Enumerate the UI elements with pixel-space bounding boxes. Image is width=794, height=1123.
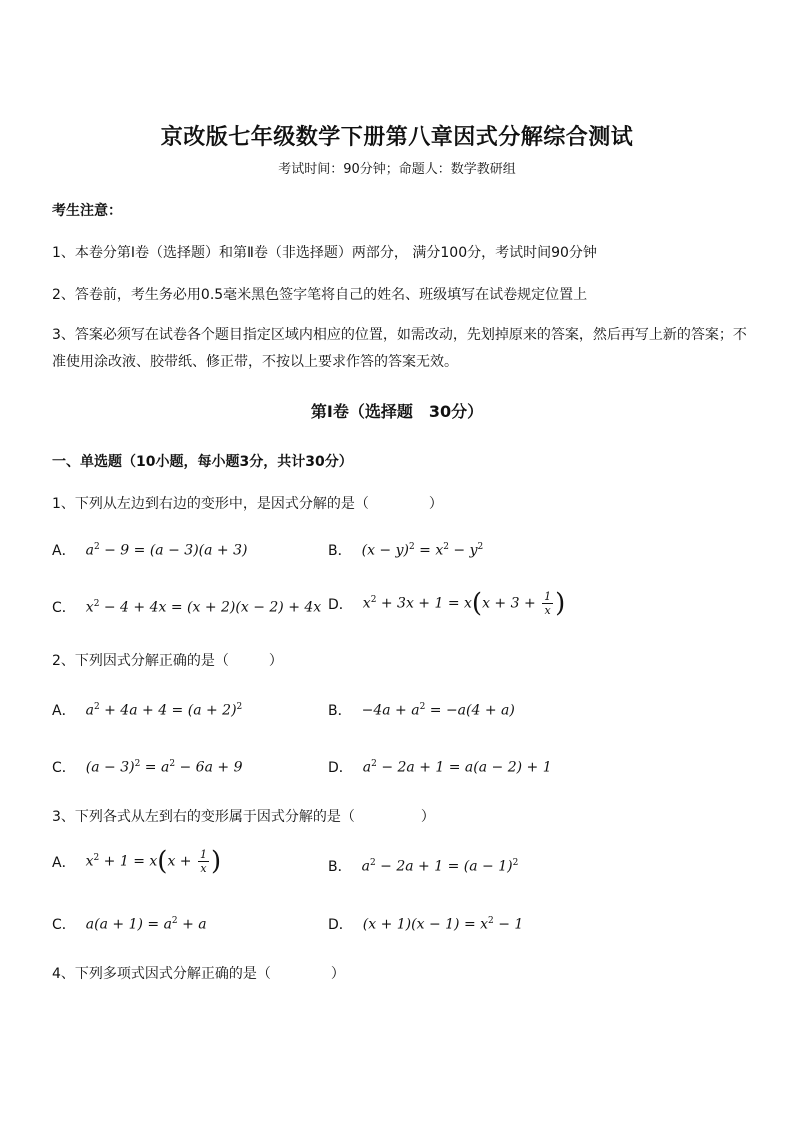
question-3-option-b[interactable]: B． $a^2 - 2a + 1 = (a - 1)^2$ <box>328 857 519 875</box>
part-heading: 一、单选题（10小题，每小题3分，共计30分） <box>52 454 353 470</box>
question-3-stem: 3、下列各式从左到右的变形属于因式分解的是（ ） <box>52 809 435 825</box>
option-formula: $(a - 3)^2 = a^2 - 6a + 9$ <box>85 758 243 776</box>
option-formula: $x^2 - 4 + 4x = (x + 2)(x - 2) + 4x$ <box>85 598 322 616</box>
question-3-option-d[interactable]: D． $(x + 1)(x - 1) = x^2 - 1$ <box>328 915 524 933</box>
question-2-option-c[interactable]: C． $(a - 3)^2 = a^2 - 6a + 9$ <box>52 758 243 776</box>
option-formula: $a^2 - 2a + 1 = a(a - 2) + 1$ <box>362 758 552 776</box>
question-2-option-a[interactable]: A． $a^2 + 4a + 4 = (a + 2)^2$ <box>52 701 243 719</box>
option-formula: $(x + 1)(x - 1) = x^2 - 1$ <box>362 915 524 933</box>
section-title: 第Ⅰ卷（选择题 30分） <box>310 402 484 421</box>
question-1-stem: 1、下列从左边到右边的变形中，是因式分解的是（ ） <box>52 496 443 512</box>
option-formula: $a(a + 1) = a^2 + a$ <box>85 915 207 933</box>
question-1-option-d[interactable]: D． $x^2 + 3x + 1 = x(x + 3$ + $\frac{1}{x}$ ) <box>328 588 566 619</box>
option-formula: $a^2 - 2a + 1 = (a - 1)^2$ <box>361 857 519 875</box>
option-formula: $(x - y)^2 = x^2 - y^2$ <box>361 541 484 559</box>
notice-heading: 考生注意： <box>52 203 122 219</box>
option-formula: $-4a + a^2 = -a(4 + a)$ <box>361 701 515 719</box>
question-1-option-a[interactable]: A． $a^2 - 9 = (a - 3)(a + 3)$ <box>52 541 248 559</box>
question-2-option-d[interactable]: D． $a^2 - 2a + 1 = a(a - 2) + 1$ <box>328 758 552 776</box>
question-3-option-c[interactable]: C． $a(a + 1) = a^2 + a$ <box>52 915 207 933</box>
notice-item-3: 3、答案必须写在试卷各个题目指定区域内相应的位置，如需改动，先划掉原来的答案，然后再写上新的答案；不准使用涂改液、胶带纸、修正带，不按以上要求作答的答案无效。 <box>52 327 747 370</box>
exam-subtitle: 考试时间：90分钟；命题人：数学教研组 <box>278 162 516 177</box>
question-4-stem: 4、下列多项式因式分解正确的是（ ） <box>52 966 345 982</box>
option-formula: $a^2 + 4a + 4 = (a + 2)^2$ <box>85 701 243 719</box>
option-formula: $a^2 - 9 = (a - 3)(a + 3)$ <box>85 541 248 559</box>
notice-item-2: 2、答卷前，考生务必用0.5毫米黑色签字笔将自己的姓名、班级填写在试卷规定位置上 <box>52 287 588 303</box>
question-2-option-b[interactable]: B． $-4a + a^2 = -a(4 + a)$ <box>328 701 515 719</box>
option-formula: $x^2 + 1 = x(x$ + $\frac{1}{x}$ ) <box>85 846 222 877</box>
notice-item-1: 1、本卷分第Ⅰ卷（选择题）和第Ⅱ卷（非选择题）两部分， 满分100分，考试时间90分钟 <box>52 245 597 261</box>
option-formula: $x^2 + 3x + 1 = x(x + 3$ + $\frac{1}{x}$ ) <box>362 588 566 619</box>
question-2-stem: 2、下列因式分解正确的是（ ） <box>52 653 283 669</box>
question-1-option-c[interactable]: C． $x^2 - 4 + 4x = (x + 2)(x - 2) + 4x$ <box>52 598 322 616</box>
question-3-option-a[interactable]: A． $x^2 + 1 = x(x$ + $\frac{1}{x}$ ) <box>52 846 222 877</box>
question-1-option-b[interactable]: B． $(x - y)^2 = x^2 - y^2$ <box>328 541 484 559</box>
page-title: 京改版七年级数学下册第八章因式分解综合测试 <box>160 124 634 150</box>
